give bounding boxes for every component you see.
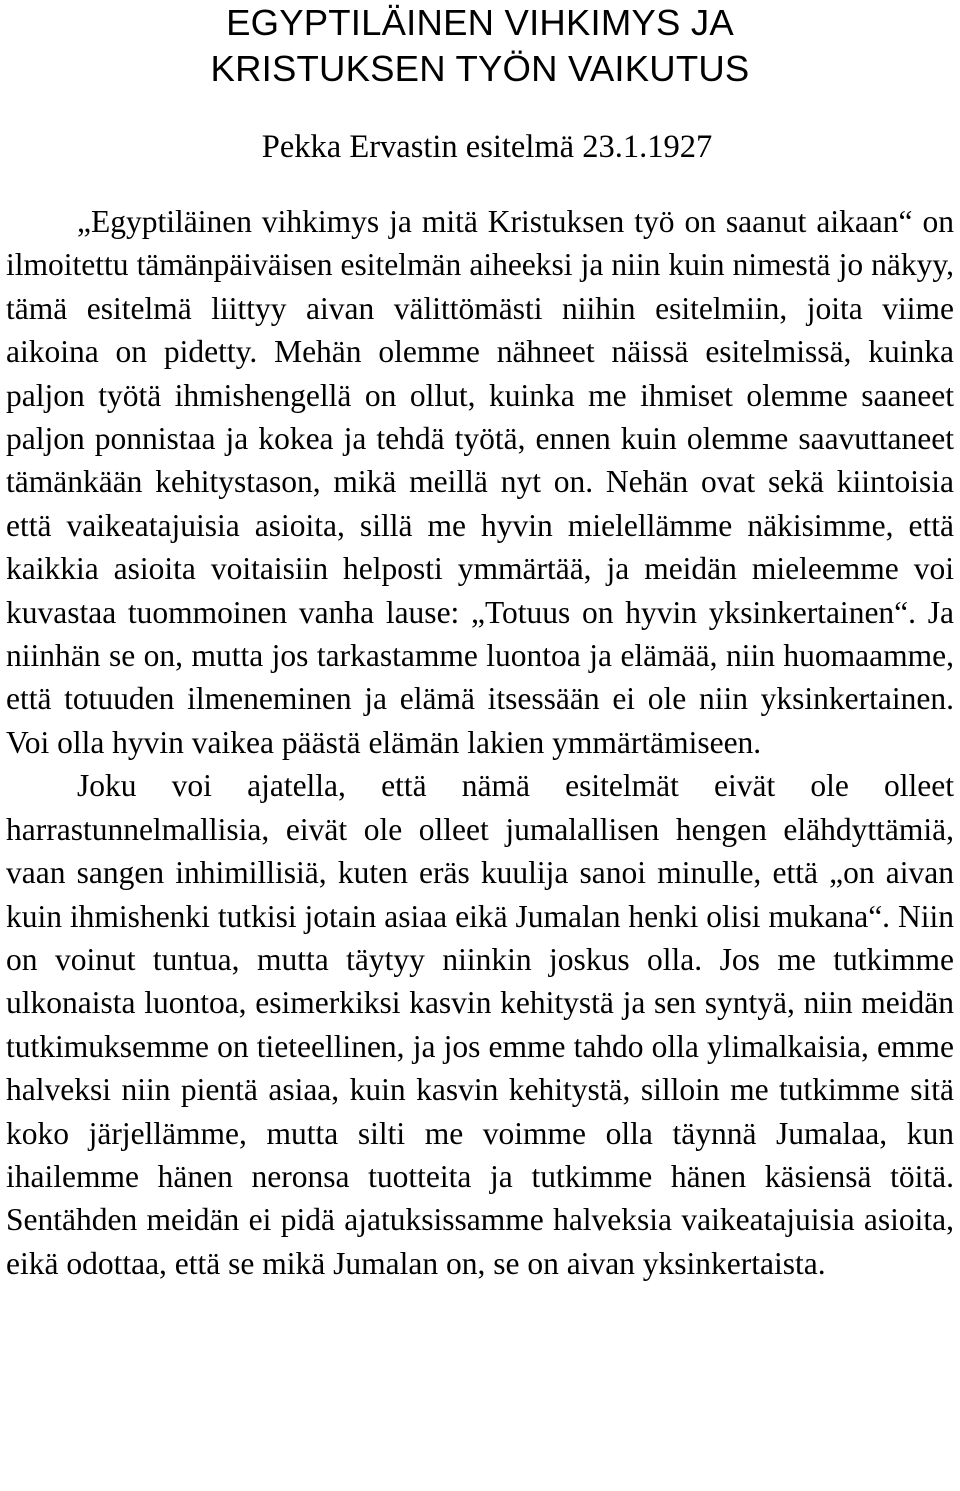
document-title [6, 0, 954, 92]
lecture-subtitle: Pekka Ervastin esitelmä 23.1.1927 [261, 129, 713, 165]
title-line-1: EGYPTILÄINEN VIHKIMYS JA [226, 2, 734, 43]
paragraph-1: „Egyptiläinen vihkimys ja mitä Kristuksen työ on saanut aikaan“ on ilmoitettu tämänpäiväisen esitelmän aiheeksi ja niin kuin nimestä jo näkyy, tämä esitelmä liittyy aivan välittömästi niihin esitelmiin, joita viime aikoina on pidetty. Mehän olemme nähneet näissä esitelmissä, kuinka paljon työtä ihmishengellä on ollut, kuinka me ihmiset olemme saaneet paljon ponnistaa ja kokea ja tehdä työtä, ennen kuin olemme saavuttaneet tämänkään kehitystason, mikä meillä nyt on. Nehän ovat sekä kiintoisia että vaikeatajuisia asioita, sillä me hyvin mielellämme näkisimme, että kaikkia asioita voitaisiin helposti ymmärtää, ja meidän mieleemme voi kuvastaa tuommoinen vanha lause: „Totuus on hyvin yksinkertainen“. Ja niinhän se on, mutta jos tarkastamme luontoa ja elämää, niin huomaamme, että totuuden ilmeneminen ja elämä itsessään ei ole niin yksinkertainen. Voi olla hyvin vaikea päästä elämän lakien ymmärtämiseen. [6, 204, 954, 760]
paragraph-2: Joku voi ajatella, että nämä esitelmät eivät ole olleet harrastunnelmallisia, eivät ole olleet jumalallisen hengen elähdyttämiä, vaan sangen inhimillisiä, kuten eräs kuulija sanoi minulle, että „on aivan kuin ihmishenki tutkisi jotain asiaa eikä Jumalan henki olisi mukana“. Niin on voinut tuntua, mutta täytyy niinkin joskus olla. Jos me tutkimme ulkonaista luontoa, esimerkiksi kasvin kehitystä ja sen syntyä, niin meidän tutkimuksemme on tieteellinen, ja jos emme tahdo olla ylimalkaisia, emme halveksi niin pientä asiaa, kuin kasvin kehitystä, silloin me tutkimme sitä koko järjellämme, mutta silti me voimme olla täynnä Jumalaa, kun ihailemme hänen neronsa tuotteita ja tutkimme hänen käsiensä töitä. Sentähden meidän ei pidä ajatuksissamme halveksia vaikeatajuisia asioita, eikä odottaa, että se mikä Jumalan on, se on aivan yksinkertaista. [6, 768, 954, 1281]
title-line-2: KRISTUKSEN TYÖN VAIKUTUS [210, 48, 750, 89]
